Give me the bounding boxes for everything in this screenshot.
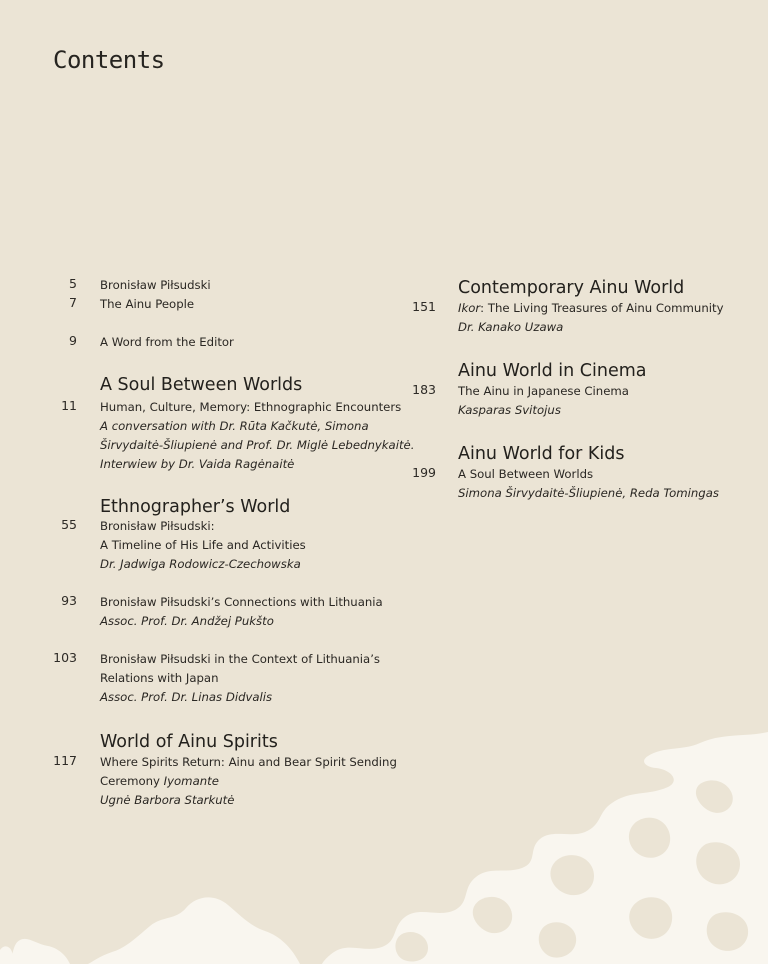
- toc-entry[interactable]: [0, 593, 383, 631]
- page-number: 5: [69, 276, 77, 291]
- entry-author: Kasparas Svitojus: [458, 403, 561, 417]
- toc-section: [0, 731, 397, 810]
- entry-title: Human, Culture, Memory: Ethnographic Encounters: [100, 400, 402, 414]
- entry-author: Dr. Jadwiga Rodowicz-Czechowska: [100, 557, 301, 571]
- decorative-blob: [8, 939, 70, 964]
- page-number: 103: [53, 650, 77, 665]
- entry-title-italic: Iyomante: [163, 774, 219, 788]
- page-number: 7: [69, 295, 77, 310]
- section-title: Contemporary Ainu World: [458, 278, 685, 298]
- page-number: 199: [412, 465, 436, 480]
- toc-entry[interactable]: [0, 753, 397, 810]
- entry-title-italic: Ikor: [458, 301, 481, 315]
- section-title: Ainu World in Cinema: [458, 361, 647, 381]
- entry-author: Širvydaitė-Šliupienė and Prof. Dr. Miglė Lebednykaitė.: [100, 438, 415, 452]
- entry-title: Where Spirits Return: Ainu and Bear Spirit Sending: [100, 755, 397, 769]
- toc-entry[interactable]: [0, 465, 719, 503]
- entry-title: [100, 772, 397, 791]
- entry-author: Assoc. Prof. Dr. Linas Didvalis: [100, 690, 273, 704]
- entry-title-part: : The Living Treasures of Ainu Community: [480, 301, 724, 315]
- entry-title: A Timeline of His Life and Activities: [100, 538, 306, 552]
- page-number: 93: [61, 593, 77, 608]
- entry-author: Simona Širvydaitė-Šliupienė, Reda Tomingas: [458, 486, 719, 500]
- entry-title: Bronisław Piłsudski’s Connections with Lithuania: [100, 595, 383, 609]
- section-title: Ethnographer’s World: [100, 497, 291, 517]
- page-number: 117: [53, 753, 77, 768]
- entry-author: Ugnė Barbora Starkutė: [100, 793, 235, 807]
- toc-section: [0, 443, 719, 503]
- entry-author: Interwiew by Dr. Vaida Ragėnaitė: [100, 457, 295, 471]
- toc-section: [0, 360, 647, 420]
- decorative-blob: [88, 897, 300, 964]
- entry-author: A conversation with Dr. Rūta Kačkutė, Simona: [100, 419, 369, 433]
- decorative-blob: [0, 946, 13, 964]
- entry-title: A Soul Between Worlds: [458, 467, 594, 481]
- section-title: World of Ainu Spirits: [100, 732, 278, 752]
- page-title: Contents: [53, 46, 165, 74]
- section-title: A Soul Between Worlds: [100, 375, 303, 395]
- toc-entry[interactable]: [0, 299, 724, 337]
- section-title: Ainu World for Kids: [458, 444, 625, 464]
- page-number: 9: [69, 333, 77, 348]
- entry-author: Dr. Kanako Uzawa: [458, 320, 564, 334]
- page-number: 183: [412, 382, 436, 397]
- toc-section: [0, 496, 383, 707]
- toc-section: [0, 277, 724, 337]
- page-number: 151: [412, 299, 436, 314]
- entry-title: The Ainu in Japanese Cinema: [458, 384, 629, 398]
- entry-author: Assoc. Prof. Dr. Andžej Pukšto: [100, 614, 274, 628]
- toc-entry[interactable]: [0, 650, 383, 707]
- page-number: 55: [61, 517, 77, 532]
- entry-title: Bronisław Piłsudski:: [100, 519, 215, 533]
- toc-entry[interactable]: [0, 517, 383, 574]
- entry-title: Bronisław Piłsudski in the Context of Lithuania’s: [100, 652, 380, 666]
- page-number: 11: [61, 398, 77, 413]
- entry-title: The Ainu People: [100, 297, 195, 311]
- entry-title: A Word from the Editor: [100, 335, 234, 349]
- entry-title: [458, 299, 724, 318]
- toc-entry[interactable]: [0, 382, 647, 420]
- entry-title-part: Ceremony: [100, 774, 164, 788]
- entry-title: Relations with Japan: [100, 671, 219, 685]
- entry-title: Bronisław Piłsudski: [100, 278, 211, 292]
